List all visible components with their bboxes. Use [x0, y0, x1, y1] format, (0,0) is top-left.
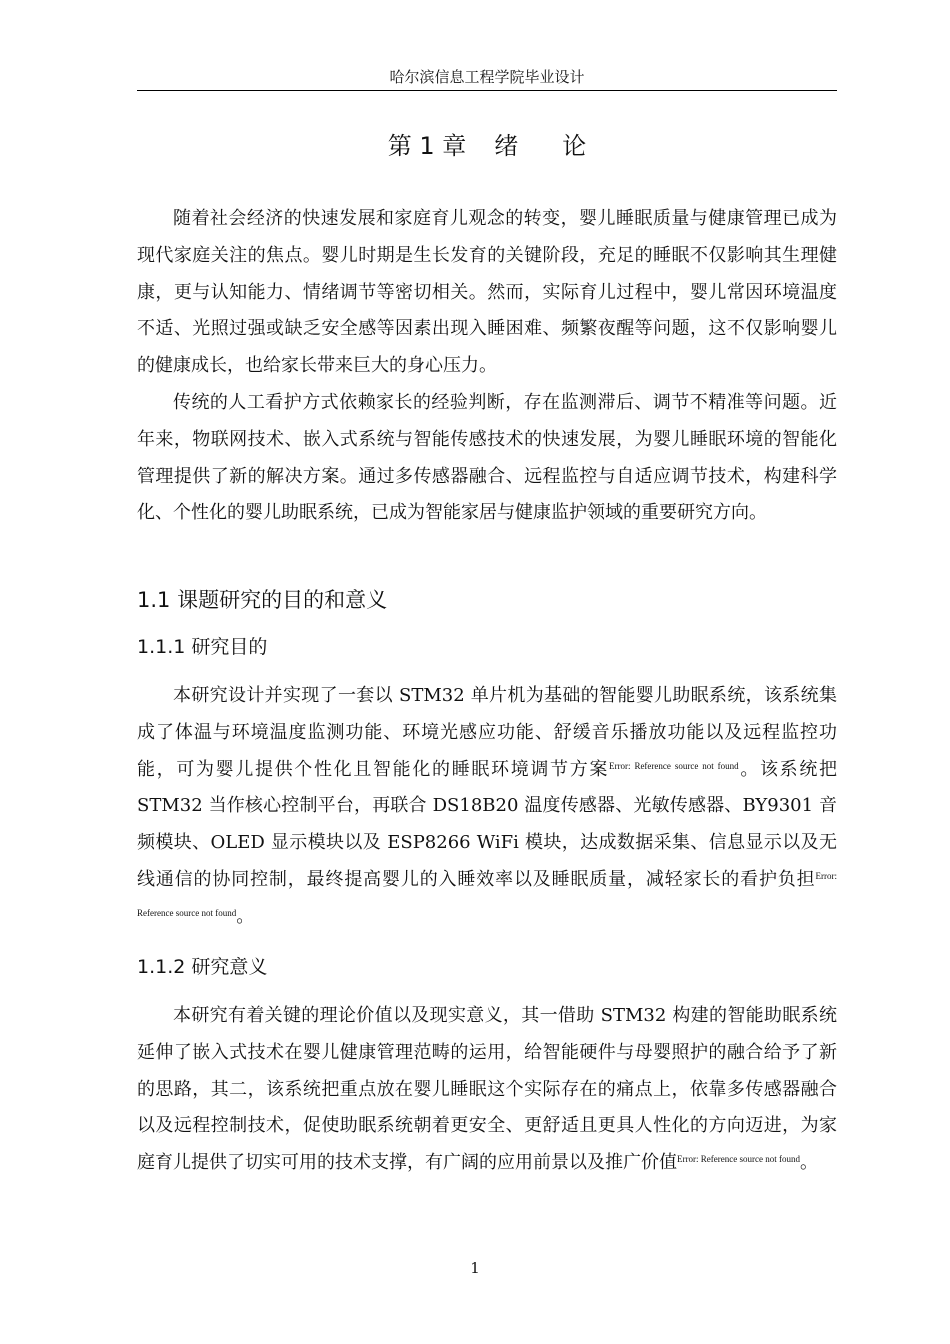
section-heading-1-1-1: 1.1.1 研究目的	[137, 636, 268, 658]
reference-error-2: Error: Reference source not found	[137, 870, 837, 918]
section-heading-1-1-2: 1.1.2 研究意义	[137, 956, 268, 978]
reference-error-3: Error: Reference source not found	[677, 1154, 800, 1165]
significance-text-b: 。	[799, 1152, 818, 1174]
purpose-paragraph	[137, 678, 837, 936]
page-number: 1	[470, 1259, 480, 1277]
chapter-word-1: 绪	[494, 132, 519, 160]
chapter-word-2: 论	[562, 132, 587, 160]
intro-paragraph-1: 随着社会经济的快速发展和家庭育儿观念的转变，婴儿睡眠质量与健康管理已成为现代家庭关注的焦点。婴儿时期是生长发育的关键阶段，充足的睡眠不仅影响其生理健康，更与认知能力、情绪调节等密切相关。然而，实际育儿过程中，婴儿常因环境温度不适、光照过强或缺乏安全感等因素出现入睡困难、频繁夜醒等问题，这不仅影响婴儿的健康成长，也给家长带来巨大的身心压力。	[137, 208, 837, 377]
significance-text-a: 本研究有着关键的理论价值以及现实意义，其一借助 STM32 构建的智能助眠系统延伸了嵌入式技术在婴儿健康管理范畴的运用，给智能硬件与母婴照护的融合给予了新的思路，其二，该系统把重点放在婴儿睡眠这个实际存在的痛点上，依靠多传感器融合以及远程控制技术，促使助眠系统朝着更安全、更舒适且更具人性化的方向迈进，为家庭育儿提供了切实可用的技术支撑，有广阔的应用前景以及推广价值	[137, 1005, 837, 1174]
intro-paragraph-2: 传统的人工看护方式依赖家长的经验判断，存在监测滞后、调节不精准等问题。近年来，物联网技术、嵌入式系统与智能传感技术的快速发展，为婴儿睡眠环境的智能化管理提供了新的解决方案。通过多传感器融合、远程监控与自适应调节技术，构建科学化、个性化的婴儿助眠系统，已成为智能家居与健康监护领域的重要研究方向。	[137, 392, 837, 524]
section-heading-1-1: 1.1 课题研究的目的和意义	[137, 588, 388, 612]
chapter-number: 第 1 章	[387, 132, 467, 160]
significance-paragraph	[137, 998, 837, 1182]
chapter-title	[137, 128, 837, 164]
purpose-text-b: 。该系统把 STM32 当作核心控制平台，再联合 DS18B20 温度传感器、光敏传感器、BY9301 音频模块、OLED 显示模块以及 ESP8266 WiFi 模块，达成数据采集、信息显示以及无线通信的协同控制，最终提高婴儿的入睡效率以及睡眠质量，减轻家长的看护负担	[137, 758, 837, 890]
reference-error-1: Error: Reference source not found	[609, 760, 739, 771]
page-header: 哈尔滨信息工程学院毕业设计	[137, 64, 837, 91]
purpose-text-c: 。	[236, 905, 255, 927]
purpose-text-a: 本研究设计并实现了一套以 STM32 单片机为基础的智能婴儿助眠系统，该系统集成了体温与环境温度监测功能、环境光感应功能、舒缓音乐播放功能以及远程监控功能，可为婴儿提供个性化且智能化的睡眠环境调节方案	[137, 685, 837, 780]
